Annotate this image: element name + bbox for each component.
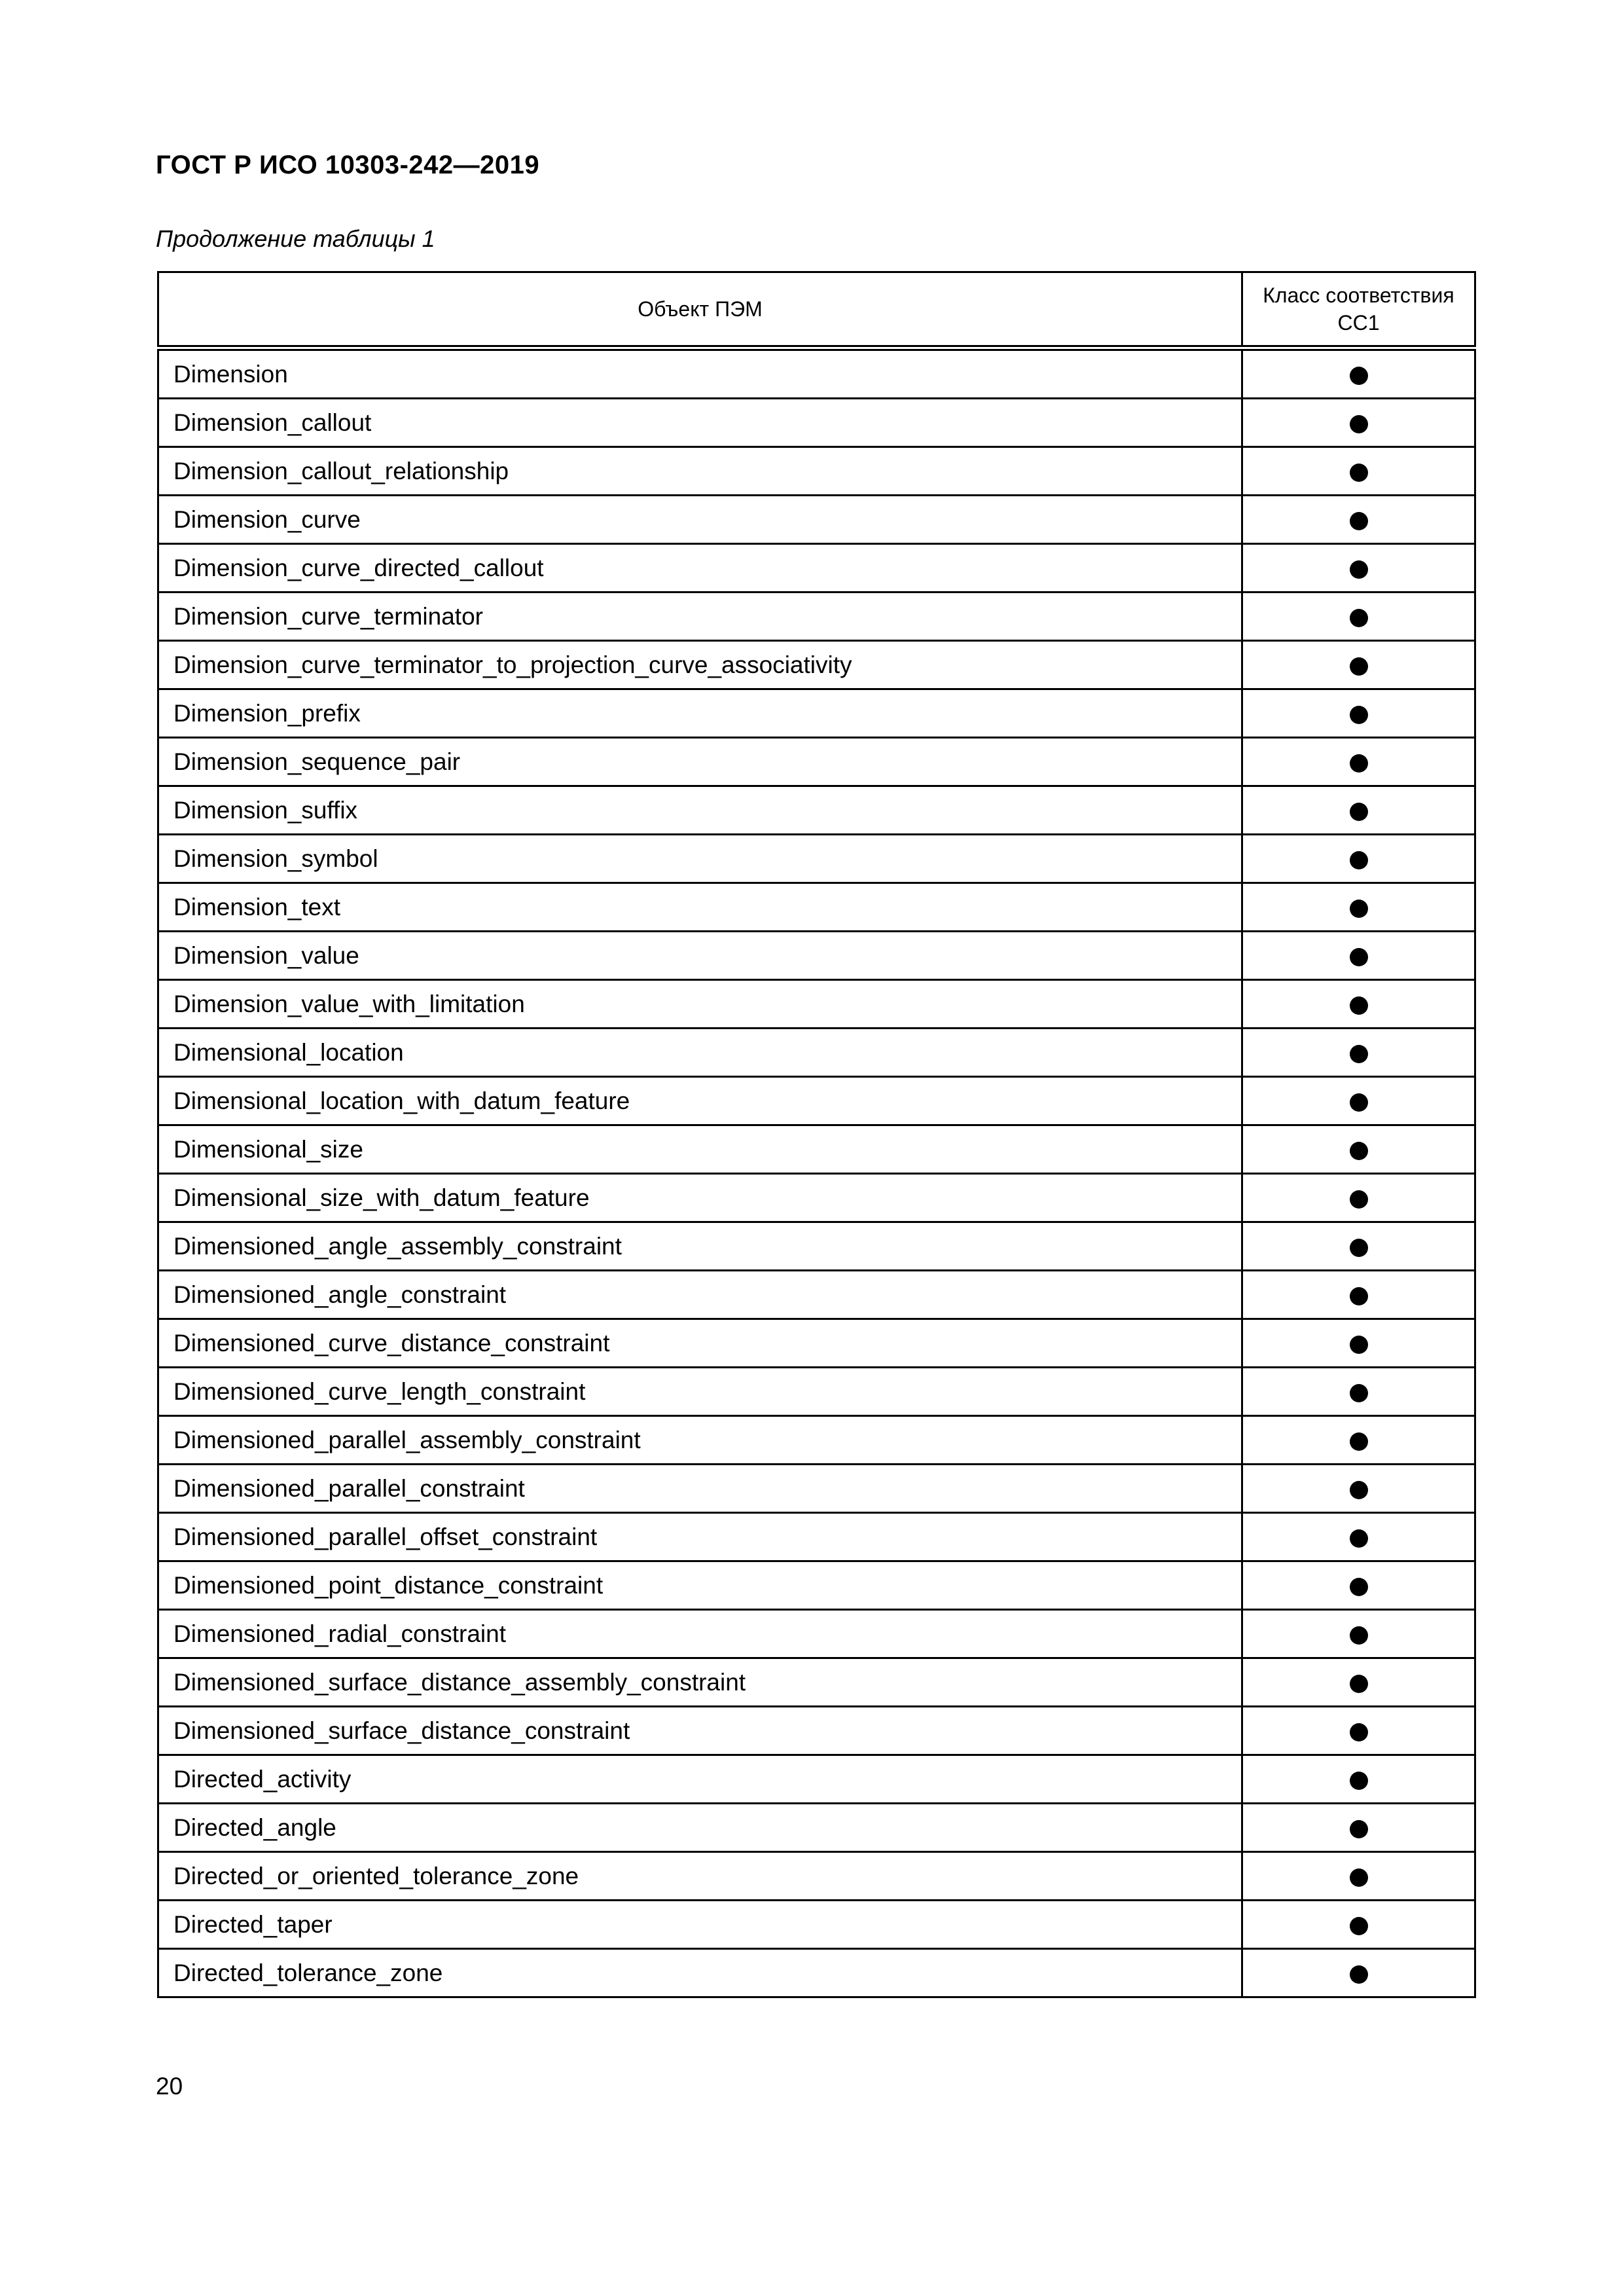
filled-circle-icon [1350,464,1368,482]
filled-circle-icon [1350,1772,1368,1790]
cc1-mark-cell [1242,1804,1475,1852]
filled-circle-icon [1350,1965,1368,1984]
header-conformance-class [1242,272,1475,348]
filled-circle-icon [1350,900,1368,918]
table-row [158,738,1475,786]
table-row [158,1513,1475,1561]
table-row [158,980,1475,1029]
object-name-cell: Dimensioned_point_distance_constraint [158,1561,1242,1610]
object-name-cell: Directed_angle [158,1804,1242,1852]
table-row [158,641,1475,689]
table-row [158,544,1475,592]
cc1-mark-cell [1242,1029,1475,1077]
cc1-mark-cell [1242,592,1475,641]
object-name-cell: Dimensional_size_with_datum_feature [158,1174,1242,1222]
object-name-cell: Dimensioned_curve_distance_constraint [158,1319,1242,1368]
table-header-row [158,272,1475,348]
cc1-mark-cell [1242,1513,1475,1561]
filled-circle-icon [1350,803,1368,821]
filled-circle-icon [1350,1820,1368,1838]
table-row [158,932,1475,980]
object-name-cell: Directed_activity [158,1755,1242,1804]
filled-circle-icon [1350,1093,1368,1112]
object-name-cell: Dimension_curve_terminator_to_projection_curve_associativity [158,641,1242,689]
table-row [158,1465,1475,1513]
table-row [158,1561,1475,1610]
table-row [158,1125,1475,1174]
object-name-cell: Dimension_curve_terminator [158,592,1242,641]
object-name-cell: Dimension_callout_relationship [158,447,1242,496]
cc1-mark-cell [1242,1416,1475,1465]
cc1-mark-cell [1242,1319,1475,1368]
cc1-mark-cell [1242,1125,1475,1174]
header-class-line1: Класс соответствия [1263,283,1454,307]
table-row [158,1077,1475,1125]
filled-circle-icon [1350,1529,1368,1548]
object-name-cell: Directed_tolerance_zone [158,1949,1242,1997]
table-row [158,1368,1475,1416]
filled-circle-icon [1350,1045,1368,1063]
table-row [158,786,1475,835]
object-name-cell: Dimension_suffix [158,786,1242,835]
filled-circle-icon [1350,1578,1368,1596]
object-name-cell: Dimension_value_with_limitation [158,980,1242,1029]
filled-circle-icon [1350,415,1368,433]
table-row [158,1707,1475,1755]
table-row [158,592,1475,641]
object-name-cell: Dimensional_size [158,1125,1242,1174]
cc1-mark-cell [1242,980,1475,1029]
filled-circle-icon [1350,948,1368,966]
cc1-mark-cell [1242,1222,1475,1271]
object-name-cell: Dimension_value [158,932,1242,980]
cc1-mark-cell [1242,1707,1475,1755]
filled-circle-icon [1350,1190,1368,1209]
filled-circle-icon [1350,1336,1368,1354]
object-name-cell: Dimensioned_radial_constraint [158,1610,1242,1658]
cc1-mark-cell [1242,399,1475,447]
cc1-mark-cell [1242,738,1475,786]
object-name-cell: Dimensioned_curve_length_constraint [158,1368,1242,1416]
filled-circle-icon [1350,560,1368,579]
object-name-cell: Directed_or_oriented_tolerance_zone [158,1852,1242,1901]
cc1-mark-cell [1242,1901,1475,1949]
cc1-mark-cell [1242,883,1475,932]
filled-circle-icon [1350,754,1368,773]
page-number: 20 [156,2073,183,2100]
table-row [158,1319,1475,1368]
cc1-mark-cell [1242,1658,1475,1707]
object-name-cell: Dimension [158,348,1242,399]
object-name-cell: Dimensioned_surface_distance_constraint [158,1707,1242,1755]
cc1-mark-cell [1242,544,1475,592]
filled-circle-icon [1350,512,1368,530]
filled-circle-icon [1350,1239,1368,1257]
cc1-mark-cell [1242,1465,1475,1513]
object-name-cell: Dimensioned_surface_distance_assembly_constraint [158,1658,1242,1707]
table-row [158,447,1475,496]
object-name-cell: Dimensioned_parallel_offset_constraint [158,1513,1242,1561]
object-name-cell: Dimensioned_parallel_assembly_constraint [158,1416,1242,1465]
filled-circle-icon [1350,1723,1368,1741]
table-row [158,1222,1475,1271]
object-name-cell: Dimension_symbol [158,835,1242,883]
cc1-mark-cell [1242,1610,1475,1658]
cc1-mark-cell [1242,1755,1475,1804]
filled-circle-icon [1350,1868,1368,1887]
object-name-cell: Dimension_text [158,883,1242,932]
object-name-cell: Dimensional_location [158,1029,1242,1077]
document-header: ГОСТ Р ИСО 10303-242—2019 [156,151,540,179]
cc1-mark-cell [1242,835,1475,883]
table-body [158,348,1475,1997]
cc1-mark-cell [1242,447,1475,496]
filled-circle-icon [1350,367,1368,385]
cc1-mark-cell [1242,1174,1475,1222]
filled-circle-icon [1350,1481,1368,1499]
filled-circle-icon [1350,609,1368,627]
cc1-mark-cell [1242,932,1475,980]
cc1-mark-cell [1242,689,1475,738]
table-row [158,399,1475,447]
filled-circle-icon [1350,1675,1368,1693]
object-name-cell: Dimensional_location_with_datum_feature [158,1077,1242,1125]
cc1-mark-cell [1242,1561,1475,1610]
table-caption: Продолжение таблицы 1 [156,225,435,252]
filled-circle-icon [1350,1917,1368,1935]
table-row [158,1416,1475,1465]
filled-circle-icon [1350,1287,1368,1305]
object-name-cell: Dimensioned_angle_constraint [158,1271,1242,1319]
table-row [158,1755,1475,1804]
object-name-cell: Dimensioned_parallel_constraint [158,1465,1242,1513]
cc1-mark-cell [1242,1077,1475,1125]
filled-circle-icon [1350,1384,1368,1402]
table-row [158,1804,1475,1852]
cc1-mark-cell [1242,1949,1475,1997]
header-object: Объект ПЭМ [158,272,1242,348]
table-row [158,1658,1475,1707]
header-class-line2: CC1 [1337,311,1380,335]
table-row [158,1610,1475,1658]
filled-circle-icon [1350,706,1368,724]
cc1-mark-cell [1242,1852,1475,1901]
object-name-cell: Dimension_curve [158,496,1242,544]
object-name-cell: Dimension_curve_directed_callout [158,544,1242,592]
table-row [158,1029,1475,1077]
object-name-cell: Dimension_callout [158,399,1242,447]
table-row [158,689,1475,738]
cc1-mark-cell [1242,1271,1475,1319]
filled-circle-icon [1350,657,1368,676]
table-row [158,1901,1475,1949]
table-row [158,1852,1475,1901]
cc1-mark-cell [1242,348,1475,399]
table-row [158,348,1475,399]
filled-circle-icon [1350,1142,1368,1160]
filled-circle-icon [1350,851,1368,869]
object-name-cell: Dimension_sequence_pair [158,738,1242,786]
filled-circle-icon [1350,1626,1368,1645]
filled-circle-icon [1350,1432,1368,1451]
table-row [158,1949,1475,1997]
table-row [158,883,1475,932]
conformance-table [157,271,1476,1998]
table-row [158,1271,1475,1319]
cc1-mark-cell [1242,786,1475,835]
object-name-cell: Dimension_prefix [158,689,1242,738]
cc1-mark-cell [1242,641,1475,689]
object-name-cell: Directed_taper [158,1901,1242,1949]
table-row [158,496,1475,544]
cc1-mark-cell [1242,496,1475,544]
table-row [158,1174,1475,1222]
cc1-mark-cell [1242,1368,1475,1416]
table-row [158,835,1475,883]
object-name-cell: Dimensioned_angle_assembly_constraint [158,1222,1242,1271]
filled-circle-icon [1350,996,1368,1015]
